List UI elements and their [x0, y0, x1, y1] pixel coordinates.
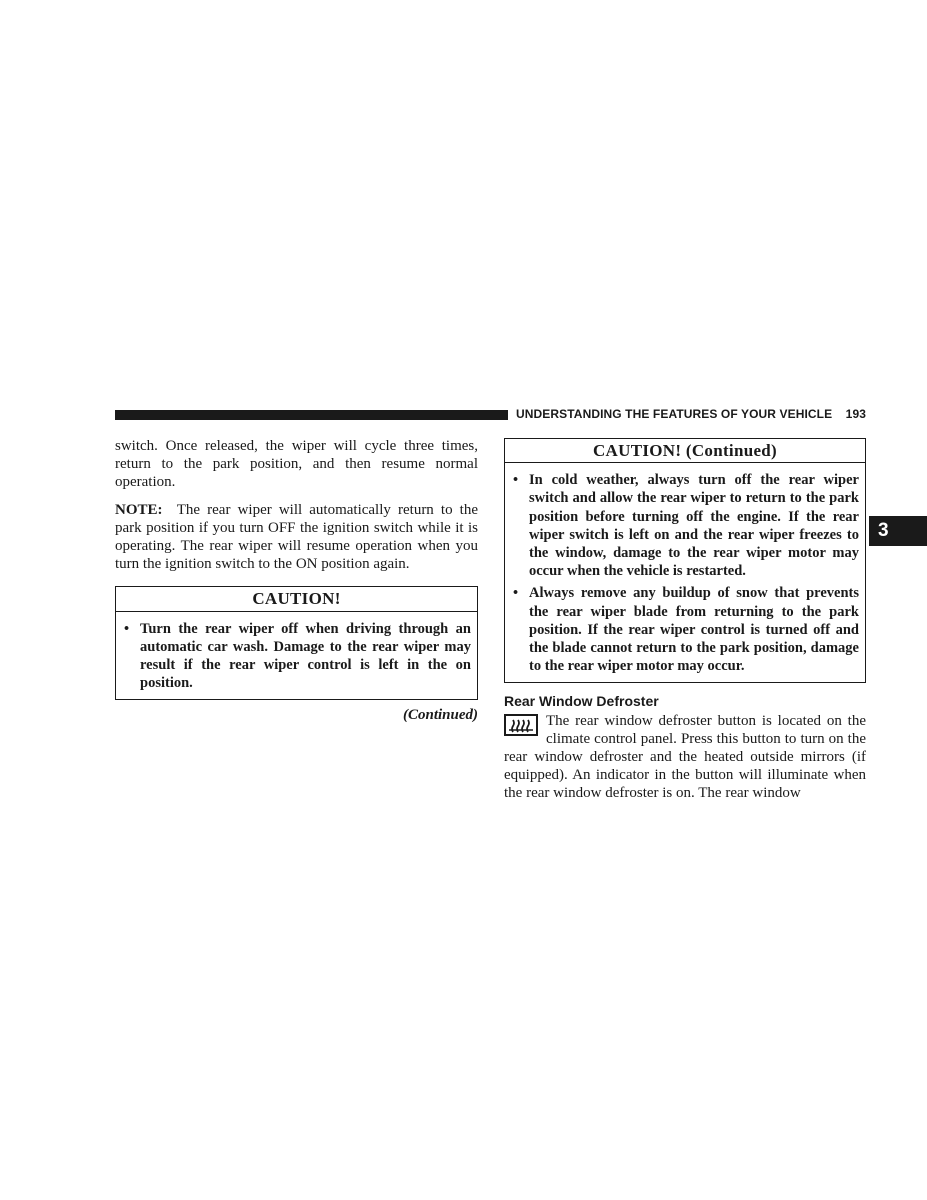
caution-item: • Always remove any buildup of snow that prevents the rear wiper blade from returning to the park position. If the rear wiper control is turned off and the blade cannot return to the park position, damage to the rear wiper motor may occur.	[513, 585, 859, 675]
header-title: UNDERSTANDING THE FEATURES OF YOUR VEHICLE	[516, 407, 833, 421]
body-paragraph: switch. Once released, the wiper will cycle three times, return to the park position, and then resume normal operation.	[115, 438, 478, 491]
note-text: The rear wiper will automatically return to the park position if you turn OFF the ignition switch while it is operating. The rear wiper will resume operation when you turn the ignition switch to the ON position again.	[115, 501, 479, 573]
chapter-tab: 3	[869, 516, 927, 546]
note-label: NOTE:	[115, 501, 163, 518]
caution-list	[505, 463, 865, 682]
header-rule	[115, 410, 508, 420]
section-heading: Rear Window Defroster	[504, 693, 659, 710]
caution-item: • Turn the rear wiper off when driving through an automatic car wash. Damage to the rear wiper may result if the rear wiper control is left in the on position.	[124, 620, 471, 692]
caution-item-text: Always remove any buildup of snow that prevents the rear wiper blade from returning to the park position. If the rear wiper control is turned off and the blade cannot return to the park position, damage to the rear wiper motor may occur.	[529, 585, 859, 675]
defroster-paragraph	[504, 712, 866, 803]
left-column	[115, 437, 478, 725]
caution-item-text: Turn the rear wiper off when driving through an automatic car wash. Damage to the rear wiper may result if the rear wiper control is left in the on position.	[140, 620, 471, 692]
caution-continued-title: CAUTION! (Continued)	[505, 439, 865, 463]
caution-continued-box	[504, 438, 866, 683]
caution-item: • In cold weather, always turn off the rear wiper switch and allow the rear wiper to return to the park position before turning off the engine. If the rear wiper switch is left on and the rear wiper freezes to the window, damage to the rear wiper motor may occur when the vehicle is restarted.	[513, 472, 859, 580]
caution-box	[115, 586, 478, 700]
continued-label: (Continued)	[402, 707, 478, 724]
right-column	[504, 438, 866, 803]
running-header	[516, 407, 866, 421]
note-paragraph	[115, 501, 478, 574]
defroster-text: The rear window defroster button is located on the climate control panel. Press this button to turn on the rear window defroster and the heated outside mirrors (if equipped). An indicator in the button will illuminate when the rear window defroster is on. The rear window	[504, 712, 866, 802]
page-number: 193	[845, 407, 866, 421]
caution-item-text: In cold weather, always turn off the rear wiper switch and allow the rear wiper to return to the park position before turning off the engine. If the rear wiper switch is left on and the rear wiper freezes to the window, damage to the rear wiper motor may occur when the vehicle is restarted.	[529, 472, 859, 580]
rear-defrost-icon	[504, 714, 538, 736]
caution-title: CAUTION!	[116, 587, 477, 611]
caution-list	[116, 612, 477, 700]
